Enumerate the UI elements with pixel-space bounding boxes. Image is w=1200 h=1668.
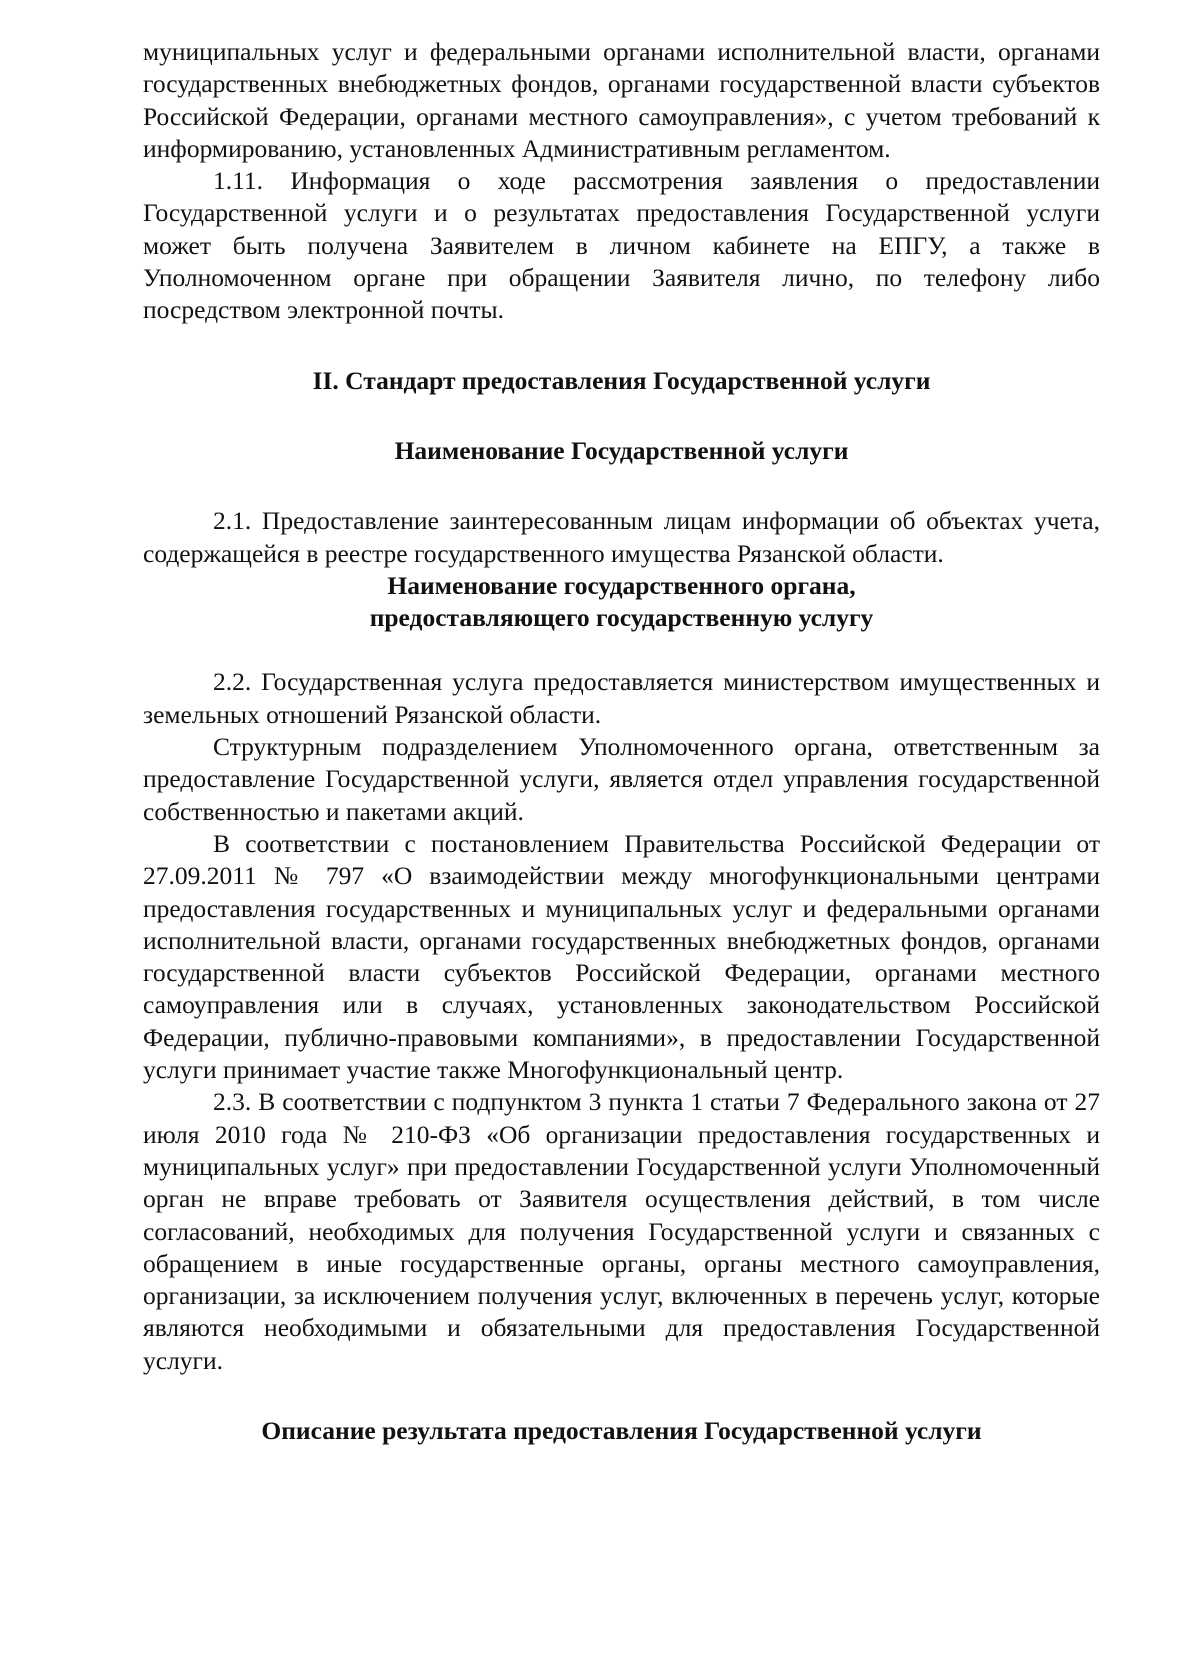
paragraph-1-11: 1.11. Информация о ходе рассмотрения заявления о предоставлении Государственной услуги и о результатах предоставления Государственной услуги может быть получена Заявителем в личном кабинете на ЕПГУ, а также в Уполномоченном органе при обращении Заявителя лично, по телефону либо посредством электронной почты. bbox=[143, 166, 1100, 325]
paragraph-structural-unit: Структурным подразделением Уполномоченного органа, ответственным за предоставление Государственной услуги, является отдел управления государственной собственностью и пакетами акций. bbox=[143, 732, 1100, 826]
spacer bbox=[143, 397, 1100, 435]
paragraph-2-2: 2.2. Государственная услуга предоставляется министерством имущественных и земельных отношений Рязанской области. bbox=[143, 667, 1100, 729]
paragraph-2-3: 2.3. В соответствии с подпунктом 3 пункта 1 статьи 7 Федерального закона от 27 июля 2010 года № 210-ФЗ «Об организации предоставления государственных и муниципальных услуг» при предоставлении Государственной услуги Уполномоченный орган не вправе требовать от Заявителя осуществления действий, в том числе согласований, необходимых для получения Государственной услуги и связанных с обращением в иные государственные органы, органы местного самоуправления, организации, за исключением получения услуг, включенных в перечень услуг, которые являются необходимыми и обязательными для предоставления Государственной услуги. bbox=[143, 1087, 1100, 1375]
subheading-service-name: Наименование Государственной услуги bbox=[394, 435, 849, 465]
spacer bbox=[143, 1377, 1100, 1415]
paragraph-intro: муниципальных услуг и федеральными органами исполнительной власти, органами государственных внебюджетных фондов, органами государственной власти субъектов Российской Федерации, органами местного самоуправления», с учетом требований к информированию, установленных Административным регламентом. bbox=[143, 37, 1100, 163]
spacer bbox=[143, 467, 1100, 505]
document-page bbox=[143, 36, 1100, 1447]
subheading-result-description: Описание результата предоставления Государственной услуги bbox=[261, 1415, 982, 1445]
subheading-organ-line1: Наименование государственного органа, bbox=[387, 570, 856, 600]
section-title: II. Стандарт предоставления Государственной услуги bbox=[312, 365, 931, 395]
spacer bbox=[143, 327, 1100, 365]
paragraph-2-1: 2.1. Предоставление заинтересованным лицам информации об объектах учета, содержащейся в реестре государственного имущества Рязанской области. bbox=[143, 506, 1100, 568]
spacer bbox=[143, 634, 1100, 666]
paragraph-government-decree: В соответствии с постановлением Правительства Российской Федерации от 27.09.2011 № 797 «О взаимодействии между многофункциональными центрами предоставления государственных и муниципальных услуг и федеральными органами исполнительной власти, органами государственных внебюджетных фондов, органами государственной власти субъектов Российской Федерации, органами местного самоуправления или в случаях, установленных законодательством Российской Федерации, публично-правовыми компаниями», в предоставлении Государственной услуги принимает участие также Многофункциональный центр. bbox=[143, 828, 1100, 1085]
subheading-organ-line2: предоставляющего государственную услугу bbox=[369, 603, 874, 633]
